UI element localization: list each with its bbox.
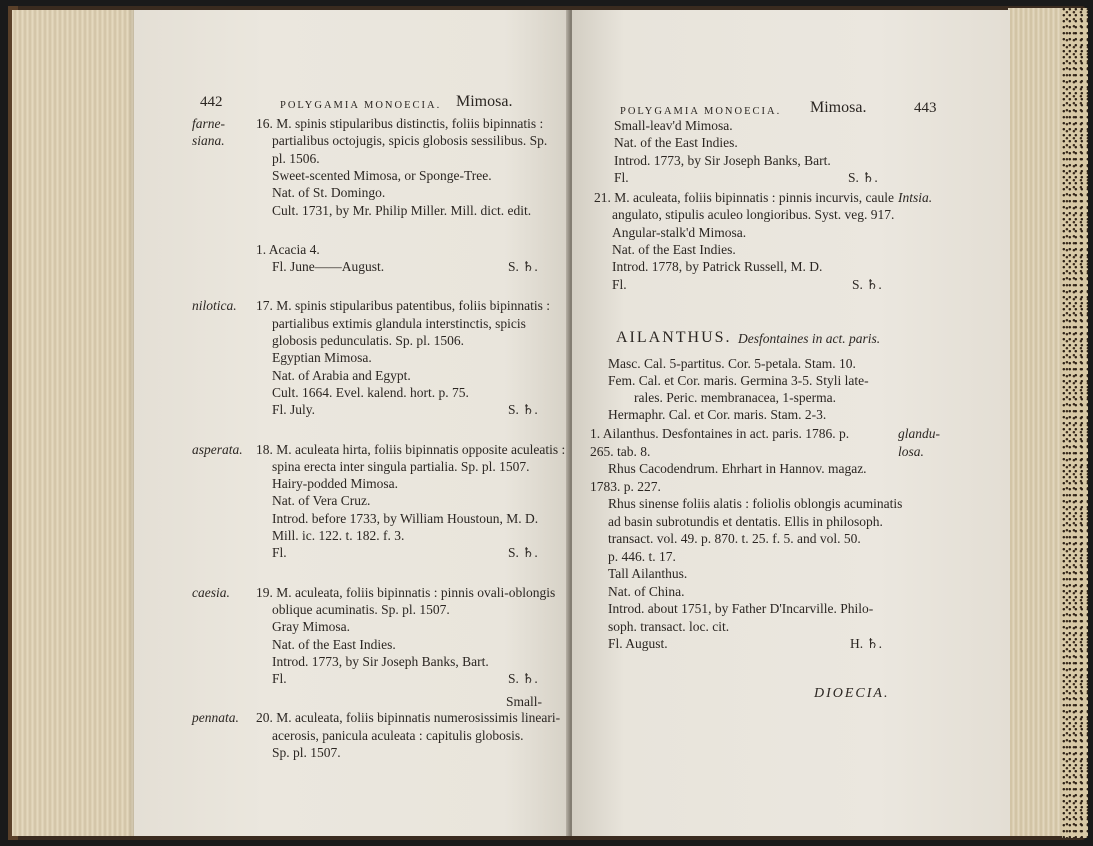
margin-species-name: siana. — [192, 133, 225, 149]
right-cover-edge — [1062, 8, 1088, 838]
text-line: Sweet-scented Mimosa, or Sponge-Tree. — [272, 167, 492, 183]
text-line: Nat. of Vera Cruz. — [272, 493, 371, 509]
margin-species-name: losa. — [898, 443, 924, 459]
text-line: Egyptian Mimosa. — [272, 350, 372, 366]
text-line: oblique acuminatis. Sp. pl. 1507. — [272, 601, 450, 617]
text-line: partialibus octojugis, spicis globosis sessilibus. Sp. — [272, 133, 548, 149]
text-line: Cult. 1664. Evel. kalend. hort. p. 75. — [272, 384, 469, 400]
habitat-symbol: H. ♄. — [850, 636, 882, 651]
text-line: Fl. — [272, 545, 287, 561]
margin-species-name: caesia. — [192, 584, 230, 600]
character-line: rales. Peric. membranacea, 1-sperma. — [634, 390, 837, 405]
text-line: Gray Mimosa. — [272, 619, 350, 635]
text-line: Angular-stalk'd Mimosa. — [612, 224, 747, 240]
text-line: 21. M. aculeata, foliis bipinnatis : pinnis incurvis, caule — [594, 190, 894, 205]
right-page — [572, 10, 1010, 836]
footer-class-name: DIOECIA. — [814, 686, 890, 701]
text-line: 265. tab. 8. — [590, 443, 651, 459]
text-line: acerosis, panicula aculeata : capitulis globosis. — [272, 727, 524, 743]
text-line: Nat. of St. Domingo. — [272, 185, 386, 201]
right-page-edges — [1008, 8, 1064, 836]
text-line: Fl. June——August. — [272, 259, 385, 275]
text-line: pl. 1506. — [272, 150, 320, 166]
text-line: Small-leav'd Mimosa. — [614, 118, 733, 133]
character-line: Hermaphr. Cal. et Cor. maris. Stam. 2-3. — [608, 407, 827, 422]
running-header-class: POLYGAMIA MONOECIA. — [620, 106, 782, 117]
text-line: Fl. — [272, 671, 287, 687]
running-header-class: POLYGAMIA MONOECIA. — [280, 100, 442, 111]
text-line: spina erecta inter singula partialia. Sp. pl. 1507. — [272, 458, 530, 474]
margin-species-name: nilotica. — [192, 298, 237, 314]
running-header-genus: Mimosa. — [810, 99, 867, 116]
text-line: partialibus extimis glandula interstinctis, spicis — [272, 315, 526, 331]
text-line: Cult. 1731, by Mr. Philip Miller. Mill. dict. edit. — [272, 202, 532, 218]
text-line: soph. transact. loc. cit. — [608, 618, 730, 634]
text-line: Introd. 1778, by Patrick Russell, M. D. — [612, 259, 823, 275]
text-line: Fl. — [614, 169, 629, 185]
text-line: Nat. of the East Indies. — [272, 636, 396, 652]
text-line: ad basin subrotundis et dentatis. Ellis in philosoph. — [608, 513, 883, 529]
text-line: globosis pedunculatis. Sp. pl. 1506. — [272, 333, 464, 348]
text-line: Nat. of China. — [608, 583, 685, 599]
text-line: angulato, stipulis aculeo longioribus. Syst. veg. 917. — [612, 207, 895, 223]
text-line: 1783. p. 227. — [590, 478, 661, 494]
margin-species-name: asperata. — [192, 441, 243, 457]
text-line: 18. M. aculeata hirta, foliis bipinnatis opposite aculeatis : — [256, 441, 566, 457]
margin-species-name: Intsia. — [898, 190, 933, 205]
text-line: Introd. before 1733, by William Houstoun, M. D. — [272, 510, 539, 526]
text-line: 1. Acacia 4. — [256, 241, 320, 257]
margin-species-name: farne- — [192, 116, 225, 131]
character-line: Masc. Cal. 5-partitus. Cor. 5-petala. Stam. 10. — [608, 356, 856, 371]
text-line: Nat. of the East Indies. — [614, 135, 738, 151]
text-line: Introd. 1773, by Sir Joseph Banks, Bart. — [614, 152, 831, 168]
text-line: Mill. ic. 122. t. 182. f. 3. — [272, 528, 405, 543]
habitat-symbol: S. ♄. — [852, 276, 882, 292]
text-line: Hairy-podded Mimosa. — [272, 476, 398, 492]
page-number: 443 — [914, 100, 937, 116]
text-line: 19. M. aculeata, foliis bipinnatis : pinnis ovali-oblongis — [256, 584, 556, 600]
running-header-genus: Mimosa. — [456, 93, 513, 110]
text-line: Fl. August. — [608, 636, 668, 651]
habitat-symbol: S. ♄. — [508, 259, 538, 275]
text-line: Introd. 1773, by Sir Joseph Banks, Bart. — [272, 653, 489, 669]
habitat-symbol: S. ♄. — [848, 169, 878, 185]
text-line: 1. Ailanthus. Desfontaines in act. paris. 1786. p. — [590, 426, 850, 441]
habitat-symbol: S. ♄. — [508, 671, 538, 687]
left-page — [134, 10, 570, 836]
text-line: 17. M. spinis stipularibus patentibus, foliis bipinnatis : — [256, 298, 551, 314]
text-line: Rhus Cacodendrum. Ehrhart in Hannov. magaz. — [608, 461, 867, 476]
text-line: Sp. pl. 1507. — [272, 745, 341, 760]
catchword: Small- — [506, 694, 542, 709]
text-line: transact. vol. 49. p. 870. t. 25. f. 5. and vol. 50. — [608, 531, 861, 546]
habitat-symbol: S. ♄. — [508, 402, 538, 418]
page-number: 442 — [200, 94, 223, 110]
character-line: Fem. Cal. et Cor. maris. Germina 3-5. Styli late- — [608, 373, 869, 388]
habitat-symbol: S. ♄. — [508, 545, 538, 561]
text-line: Tall Ailanthus. — [608, 566, 688, 581]
text-line: Nat. of the East Indies. — [612, 241, 736, 257]
margin-species-name: pennata. — [192, 710, 239, 726]
text-line: p. 446. t. 17. — [608, 548, 676, 564]
text-line: Introd. about 1751, by Father D'Incarville. Philo- — [608, 601, 874, 616]
text-line: 20. M. aculeata, foliis bipinnatis numerosissimis lineari- — [256, 710, 561, 726]
text-line: Rhus sinense foliis alatis : foliolis oblongis acuminatis — [608, 496, 903, 511]
genus-authority: Desfontaines in act. paris. — [738, 331, 881, 346]
margin-species-name: glandu- — [898, 426, 940, 441]
genus-heading: AILANTHUS. — [616, 329, 732, 346]
text-line: 16. M. spinis stipularibus distinctis, foliis bipinnatis : — [256, 116, 544, 131]
left-page-edges — [12, 10, 138, 836]
text-line: Fl. July. — [272, 402, 316, 418]
text-line: Nat. of Arabia and Egypt. — [272, 367, 411, 383]
text-line: Fl. — [612, 276, 627, 292]
